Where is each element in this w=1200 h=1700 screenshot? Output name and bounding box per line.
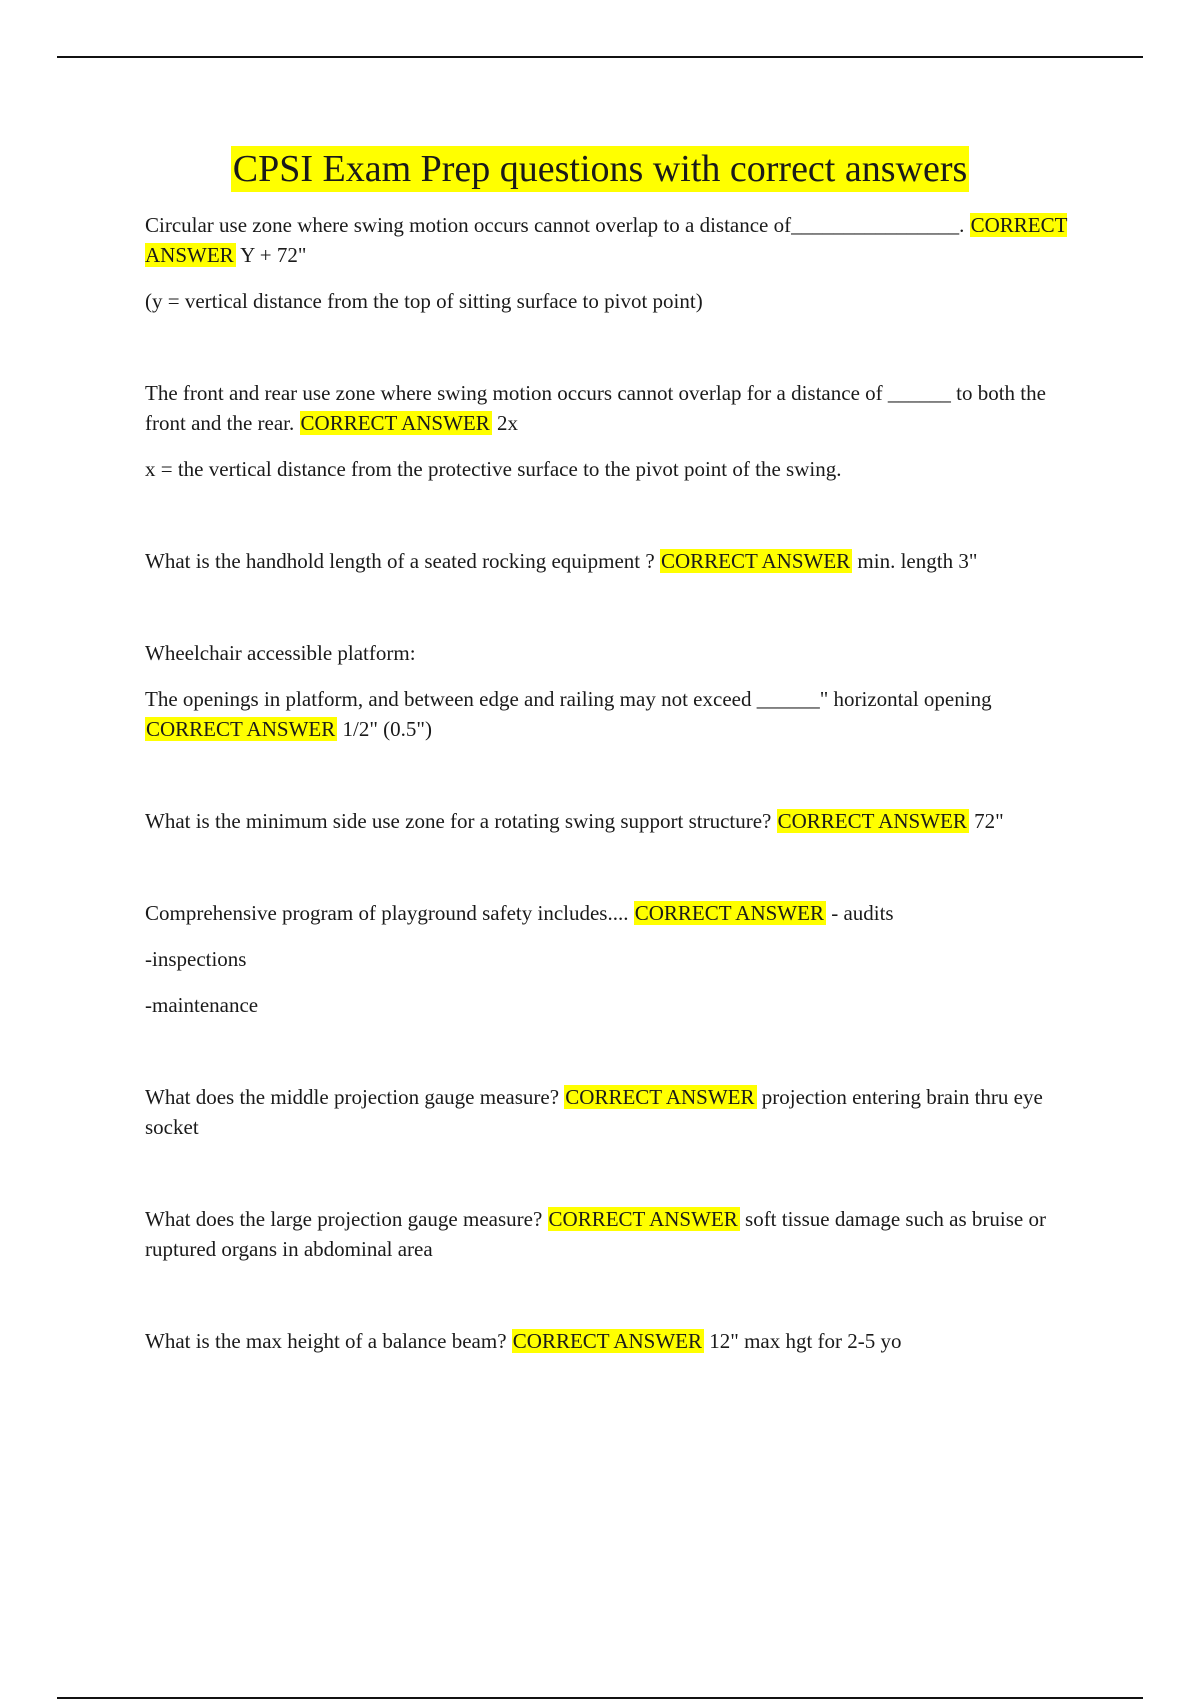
document-title: CPSI Exam Prep questions with correct answers	[232, 148, 968, 190]
answer-text: 1/2" (0.5")	[342, 717, 432, 741]
note-text: -inspections	[145, 947, 247, 971]
qa-item	[145, 806, 1075, 836]
qa-item	[145, 1204, 1075, 1264]
answer-label: CORRECT ANSWER	[548, 1207, 738, 1231]
section-intro: Wheelchair accessible platform:	[145, 641, 416, 665]
answer-text: soft tissue damage such as bruise or ruptured organs in abdominal area	[145, 1207, 1046, 1261]
question-text: Comprehensive program of playground safety includes....	[145, 901, 629, 925]
answer-label: CORRECT ANSWER	[146, 717, 336, 741]
answer-label: CORRECT ANSWER	[660, 549, 851, 573]
answer-label: CORRECT ANSWER	[634, 901, 824, 925]
qa-item	[145, 1326, 1075, 1356]
question-text: The front and rear use zone where swing motion occurs cannot overlap for a distance of ______ to both the front and the rear.	[145, 381, 1046, 435]
question-text: Circular use zone where swing motion occurs cannot overlap to a distance of________________.	[145, 213, 965, 237]
question-text: What is the minimum side use zone for a rotating swing support structure?	[145, 809, 772, 833]
document-body	[145, 210, 1075, 1356]
answer-text: min. length 3"	[857, 549, 978, 573]
qa-item	[145, 1082, 1075, 1142]
answer-label: CORRECT ANSWER	[565, 1085, 755, 1109]
question-text: What is the handhold length of a seated rocking equipment ?	[145, 549, 655, 573]
answer-text: 12" max hgt for 2-5 yo	[709, 1329, 902, 1353]
qa-item	[145, 378, 1075, 438]
qa-item	[145, 546, 1075, 576]
question-text: What does the large projection gauge measure?	[145, 1207, 543, 1231]
qa-item	[145, 210, 1075, 270]
qa-item	[145, 684, 1075, 744]
title-block	[0, 146, 1200, 192]
question-text: The openings in platform, and between edge and railing may not exceed ______" horizontal opening	[145, 687, 992, 711]
answer-text: - audits	[831, 901, 894, 925]
answer-label: CORRECT ANSWER	[145, 213, 1068, 267]
note-text: x = the vertical distance from the protective surface to the pivot point of the swing.	[145, 457, 842, 481]
top-rule	[57, 56, 1143, 58]
bottom-rule	[57, 1697, 1143, 1699]
qa-item	[145, 898, 1075, 928]
note-text: -maintenance	[145, 993, 259, 1017]
answer-text: projection entering brain thru eye socket	[145, 1085, 1043, 1139]
answer-text: 72"	[974, 809, 1004, 833]
answer-label: CORRECT ANSWER	[300, 411, 490, 435]
answer-text: Y + 72"	[240, 243, 307, 267]
answer-label: CORRECT ANSWER	[512, 1329, 702, 1353]
note-text: (y = vertical distance from the top of sitting surface to pivot point)	[145, 289, 703, 313]
answer-text: 2x	[497, 411, 519, 435]
question-text: What does the middle projection gauge measure?	[145, 1085, 560, 1109]
answer-label: CORRECT ANSWER	[777, 809, 967, 833]
question-text: What is the max height of a balance beam?	[145, 1329, 507, 1353]
